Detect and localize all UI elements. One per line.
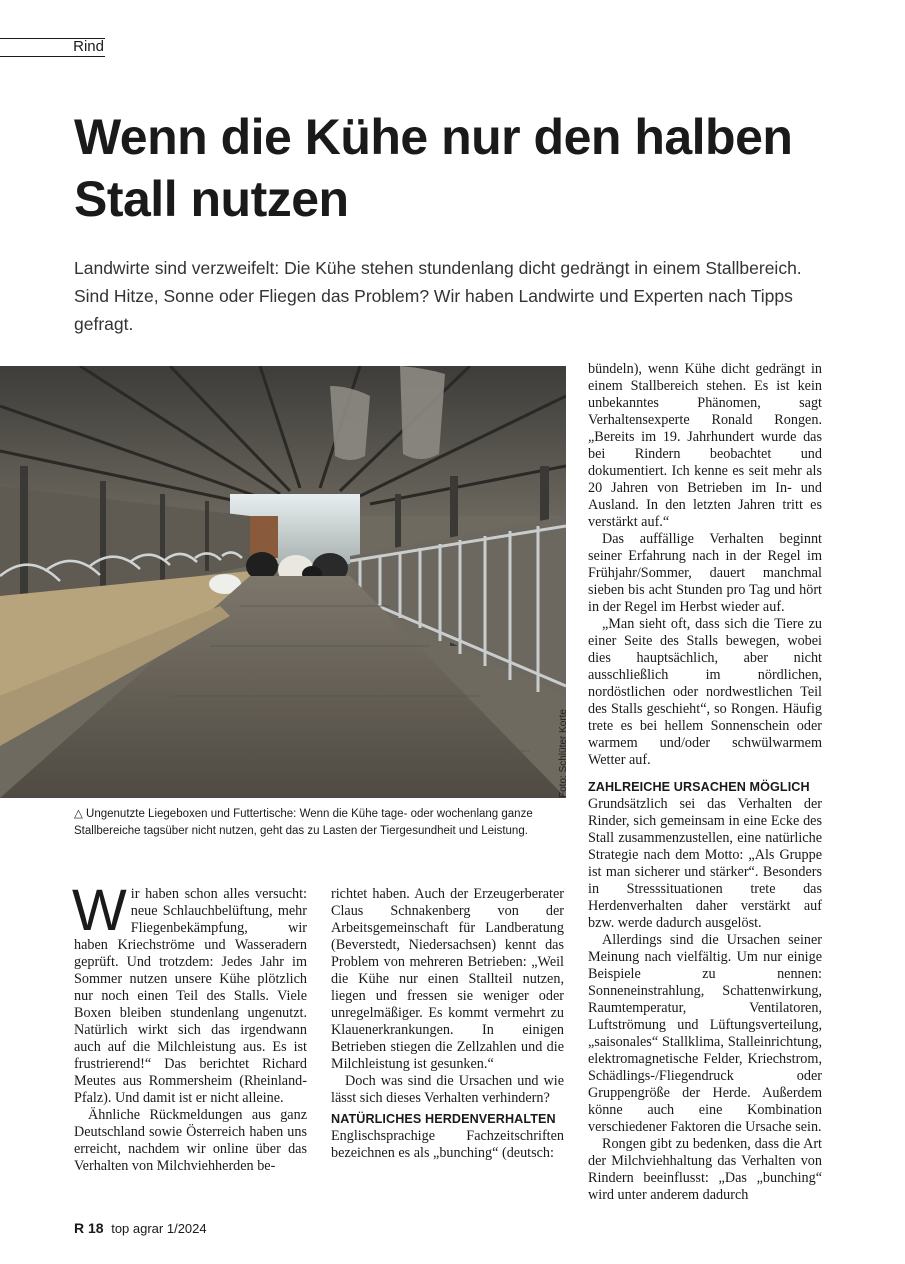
col1-paragraph-2: Ähnliche Rückmeldungen aus ganz Deutschland sowie Österreich haben uns erreicht, nachdem wir online über das Verhalten von Milchviehherden be- [74, 1107, 307, 1174]
text-column-3 [588, 361, 822, 1204]
lead-text: Landwirte sind verzweifelt: Die Kühe stehen stundenlang dicht gedrängt in einem Stallbereich. Sind Hitze, Sonne oder Fliegen das Problem? Wir haben Landwirte und Experten nach Tipps gefragt. [74, 258, 802, 334]
col3-paragraph-4: Grundsätzlich sei das Verhalten der Rinder, sich gemeinsam in eine Ecke des Stall zusammenzustellen, eine natürliche Strategie nach dem Motto: „Als Gruppe ist man sicherer und stärker“. Besonders in Stresssituationen trete das Herdenverhalten daher verstärkt auf bzw. werde dadurch ausgelöst. [588, 796, 822, 931]
col3-paragraph-5: Allerdings sind die Ursachen seiner Meinung nach vielfältig. Um nur einige Beispiele zu nennen: Sonneneinstrahlung, Schattenwirkung, Raumtemperatur, Ventilatoren, Luftströmung und Lüftungsverteilung, „saisonales“ Stallklima, Stalleinrichtung, elektromagnetische Felder, Kriechstrom, Schädlings-/Fliegendruck oder Gruppengröße der Herde. Außerdem könne auch eine Kombination verschiedener Faktoren die Ursache sein. [588, 932, 822, 1135]
col2-subheading: NATÜRLICHES HERDENVERHALTEN [331, 1112, 556, 1126]
barn-photo [0, 366, 566, 798]
photo-credit: Foto: Schlüter Korte [558, 709, 569, 798]
page-footer [74, 1220, 207, 1236]
col2-paragraph-1: richtet haben. Auch der Erzeugerberater Claus Schnakenberg von der Arbeitsgemeinschaft für Landberatung (Beverstedt, Niedersachsen) kennt das Problem von mehreren Betrieben: „Weil die Kühe nur einen Stallteil nutzen, liegen und fressen sie weniger oder unregelmäßiger. Es kommt vermehrt zu Klauenerkrankungen. In einigen Betrieben stiegen die Zellzahlen und die Milchleistung ist gesunken.“ [331, 886, 564, 1072]
col2-paragraph-3: Englischsprachige Fachzeitschriften bezeichnen es als „bunching“ (deutsch: [331, 1128, 564, 1161]
col3-paragraph-3: „Man sieht oft, dass sich die Tiere zu einer Seite des Stalls bewegen, wobei dies hauptsächlich, aber nicht ausschließlich im nördlichen, nordöstlichen oder nordwestlichen Teil des Stalls geschieht“, so Rongen. Häufig trete es bei hellem Sonnenschein oder warmem und/oder schwülwarmem Wetter auf. [588, 616, 822, 768]
col3-paragraph-1: bündeln), wenn Kühe dicht gedrängt in einem Stallbereich stehen. Es ist kein unbekanntes Phänomen, sagt Verhaltensexperte Ronald Rongen. „Bereits im 19. Jahrhundert wurde das bei Rindern beobachtet und dokumentiert. Ich kenne es seit mehr als 20 Jahren von Betrieben im In- und Ausland. In den letzten Jahren tritt es verstärkt auf.“ [588, 361, 822, 530]
col2-paragraph-2: Doch was sind die Ursachen und wie lässt sich dieses Verhalten verhindern? [331, 1073, 564, 1106]
col3-paragraph-6: Rongen gibt zu bedenken, dass die Art der Milchviehhaltung das Verhalten von Rindern beeinflusst: „Das „bunching“ wird unter anderem dadurch [588, 1136, 822, 1203]
col3-subheading: ZAHLREICHE URSACHEN MÖGLICH [588, 780, 810, 794]
text-column-2 [331, 886, 564, 1162]
col1-paragraph-1 [72, 878, 307, 1107]
headline: Wenn die Kühe nur den halben Stall nutzen [74, 109, 793, 227]
photo-caption: △ Ungenutzte Liegeboxen und Futtertische: Wenn die Kühe tage- oder wochenlang ganze Stallbereiche tagsüber nicht nutzen, geht das zu Lasten der Tiergesundheit und Leistung. [74, 808, 533, 837]
issue-label: top agrar 1/2024 [111, 1221, 207, 1236]
drop-cap: W [72, 878, 127, 943]
barn-illustration [0, 366, 566, 798]
col1-paragraph-1-text: ir haben schon alles versucht: neue Schlauchbelüftung, mehr Fliegenbekämpfung, wir haben Kriechströme und Wasseradern geprüft. Und trotzdem: Jedes Jahr im Sommer nutzen unsere Kühe plötzlich nur noch einen Teil des Stalls. Viele Boxen bleiben stundenlang ungenutzt. Natürlich wirkt sich das irgendwann auch auf die Milchleistung aus. Es ist frustrierend!“ Das berichtet Richard Meutes aus Rommersheim (Rheinland-Pfalz). Und damit ist er nicht alleine. [74, 886, 307, 1106]
text-column-1 [72, 878, 307, 1175]
section-rule-bottom [0, 56, 105, 57]
col3-paragraph-2: Das auffällige Verhalten beginnt seiner Erfahrung nach in der Regel im Frühjahr/Sommer, dauert manchmal sieben bis acht Stunden pro Tag und hört in der Regel im Herbst wieder auf. [588, 531, 822, 615]
section-label: Rind [73, 38, 104, 55]
page-number: R 18 [74, 1220, 104, 1236]
